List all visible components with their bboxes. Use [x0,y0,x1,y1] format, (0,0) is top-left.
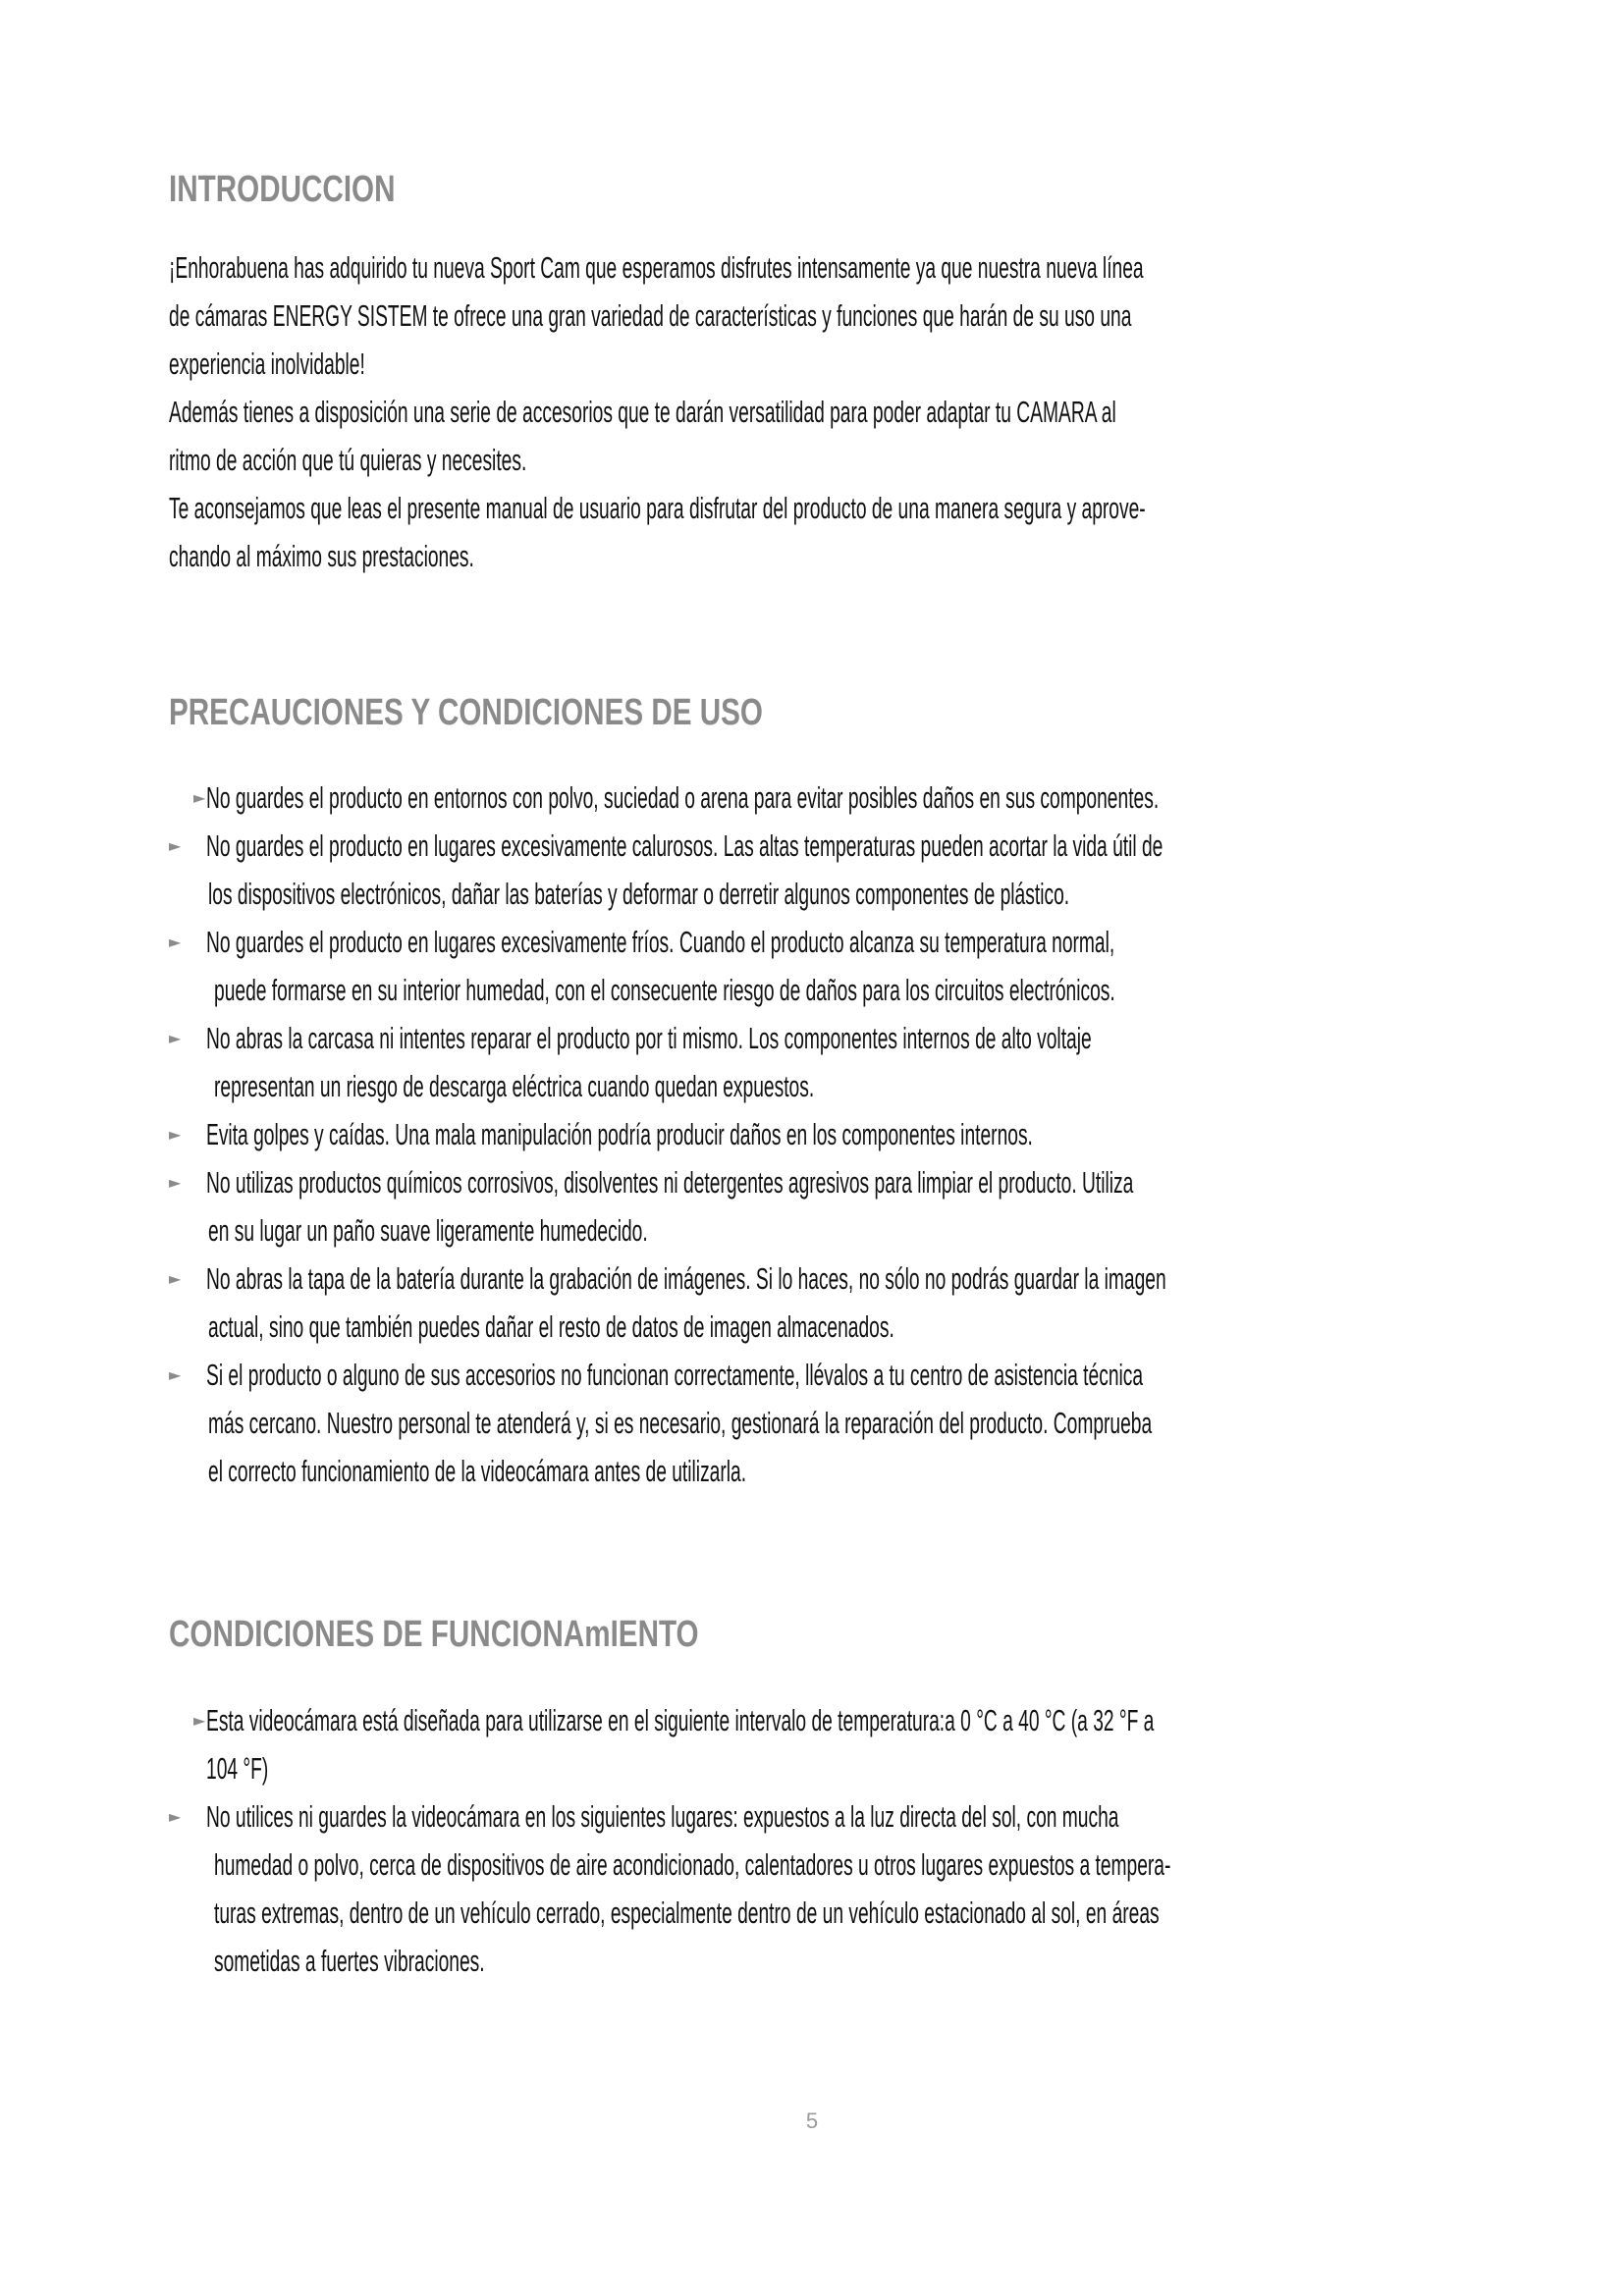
list-item-line: humedad o polvo, cerca de dispositivos de aire acondicionado, calentadores u otros lugares expuestos a tempera- [214,1847,1171,1882]
triangle-right-icon: ► [169,836,182,855]
list-item-line: No utilizas productos químicos corrosivos, disolventes ni detergentes agresivos para limpiar el producto. Utiliza [206,1165,1134,1200]
triangle-right-icon: ► [169,1029,182,1047]
triangle-right-icon: ► [169,1173,182,1192]
page-number: 5 [805,2109,819,2133]
list-item-line: en su lugar un paño suave ligeramente humedecido. [208,1213,648,1248]
list-item-line: No abras la carcasa ni intentes reparar el producto por ti mismo. Los componentes internos de alto voltaje [206,1021,1092,1055]
list-item-line: más cercano. Nuestro personal te atenderá y, si es necesario, gestionará la reparación del producto. Comprueba [208,1406,1153,1440]
list-item-line: No guardes el producto en lugares excesivamente fríos. Cuando el producto alcanza su temperatura normal, [206,925,1115,959]
list-item-line: Evita golpes y caídas. Una mala manipulación podría producir daños en los componentes internos. [206,1117,1033,1151]
intro-paragraph [169,243,1146,580]
list-item [169,1351,1543,1495]
list-item [169,822,1543,918]
list-item-line: turas extremas, dentro de un vehículo cerrado, especialmente dentro de un vehículo estacionado al sol, en áreas [214,1896,1160,1930]
operating-list [169,1696,1543,1985]
list-item [169,1158,1543,1255]
list-item-line: No utilices ni guardes la videocámara en los siguientes lugares: expuestos a la luz directa del sol, con mucha [206,1799,1119,1834]
list-item-line: sometidas a fuertes vibraciones. [214,1944,485,1978]
list-item-line: los dispositivos electrónicos, dañar las baterías y deformar o derretir algunos componentes de plástico. [208,877,1070,911]
list-item [169,1696,1543,1792]
triangle-right-icon: ► [169,933,182,951]
intro-line: ritmo de acción que tú quieras y necesites. [169,443,527,477]
triangle-right-icon: ► [169,1269,182,1288]
list-item-line: 104 °F) [206,1751,269,1786]
triangle-right-icon: ► [169,1365,182,1384]
list-item-line: representan un riesgo de descarga eléctrica cuando quedan expuestos. [214,1069,815,1103]
list-item-line: el correcto funcionamiento de la videocámara antes de utilizarla. [208,1454,747,1488]
section-title-precauciones: PRECAUCIONES Y CONDICIONES DE USO [169,692,763,733]
triangle-right-icon: ► [169,1807,182,1826]
triangle-right-icon: ► [193,1711,206,1730]
intro-line: chando al máximo sus prestaciones. [169,539,474,573]
section-title-introduccion: INTRODUCCION [169,169,396,210]
intro-line: ¡Enhorabuena has adquirido tu nueva Sport Cam que esperamos disfrutes intensamente ya que nuestra nueva línea [169,250,1144,285]
list-item [169,774,1543,822]
list-item [169,1792,1543,1985]
section-title-funcionamiento: CONDICIONES DE FUNCIONAmIENTO [169,1614,699,1655]
list-item [169,918,1543,1014]
triangle-right-icon: ► [193,788,206,807]
list-item-line: Esta videocámara está diseñada para utilizarse en el siguiente intervalo de temperatura:a 0 °C a 40 °C (a 32 °F a [206,1703,1155,1737]
list-item-line: No guardes el producto en lugares excesivamente calurosos. Las altas temperaturas pueden acortar la vida útil de [206,828,1164,863]
triangle-right-icon: ► [169,1125,182,1144]
precautions-list [169,774,1543,1495]
list-item [169,1014,1543,1110]
intro-line: experiencia inolvidable! [169,347,365,381]
list-item-line: puede formarse en su interior humedad, con el consecuente riesgo de daños para los circuitos electrónicos. [214,973,1115,1007]
list-item-line: Si el producto o alguno de sus accesorios no funcionan correctamente, llévalos a tu centro de asistencia técnica [206,1358,1144,1392]
intro-line: de cámaras ENERGY SISTEM te ofrece una gran variedad de características y funciones que harán de su uso una [169,298,1132,333]
intro-line: Te aconsejamos que leas el presente manual de usuario para disfrutar del producto de una manera segura y aprove- [169,491,1146,525]
list-item-line: actual, sino que también puedes dañar el resto de datos de imagen almacenados. [208,1309,894,1344]
list-item-line: No guardes el producto en entornos con polvo, suciedad o arena para evitar posibles daños en sus componentes. [206,780,1160,815]
list-item-line: No abras la tapa de la batería durante la grabación de imágenes. Si lo haces, no sólo no podrás guardar la imagen [206,1261,1166,1296]
list-item [169,1255,1543,1351]
list-item [169,1110,1543,1158]
intro-line: Además tienes a disposición una serie de accesorios que te darán versatilidad para poder adaptar tu CAMARA al [169,395,1116,429]
